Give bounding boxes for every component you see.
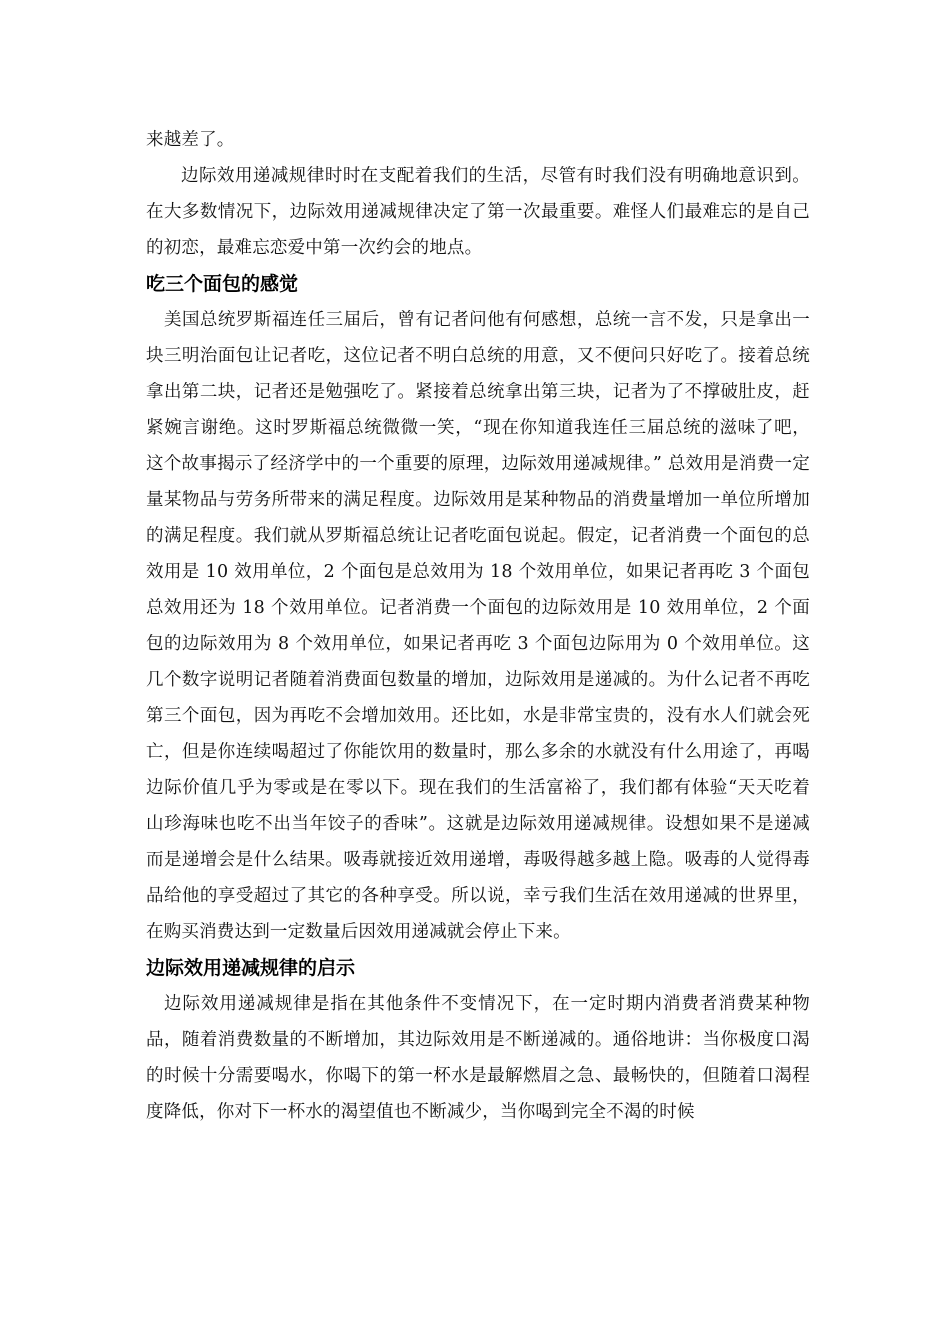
document-body [146, 122, 810, 1130]
section-heading-three-breads: 吃三个面包的感觉 [146, 273, 299, 295]
paragraph-law-definition: 边际效用递减规律是指在其他条件不变情况下，在一定时期内消费者消费某种物品，随着消费数量的不断增加，其边际效用是不断递减的。通俗地讲：当你极度口渴的时候十分需要喝水，你喝下的第一杯水是最解燃眉之急、最畅快的，但随着口渴程度降低，你对下一杯水的渴望值也不断减少，当你喝到完全不渴的时候 [146, 994, 810, 1122]
paragraph-roosevelt-story: 美国总统罗斯福连任三届后，曾有记者问他有何感想，总统一言不发，只是拿出一块三明治面包让记者吃，这位记者不明白总统的用意，又不便问只好吃了。接着总统拿出第二块，记者还是勉强吃了。紧接着总统拿出第三块，记者为了不撑破肚皮，赶紧婉言谢绝。这时罗斯福总统微微一笑，“现在你知道我连任三届总统的滋味了吧，这个故事揭示了经济学中的一个重要的原理，边际效用递减规律。” 总效用是消费一定量某物品与劳务所带来的满足程度。边际效用是某种物品的消费量增加一单位所增加的满足程度。我们就从罗斯福总统让记者吃面包说起。假定，记者消费一个面包的总效用是 10 效用单位，2 个面包是总效用为 18 个效用单位，如果记者再吃 3 个面包总效用还为 18 个效用单位。记者消费一个面包的边际效用是 10 效用单位，2 个面包的边际效用为 8 个效用单位，如果记者再吃 3 个面包边际用为 0 个效用单位。这几个数字说明记者随着消费面包数量的增加，边际效用是递减的。为什么记者不再吃第三个面包，因为再吃不会增加效用。还比如，水是非常宝贵的，没有水人们就会死亡，但是你连续喝超过了你能饮用的数量时，那么多余的水就没有什么用途了，再喝边际价值几乎为零或是在零以下。现在我们的生活富裕了，我们都有体验“天天吃着山珍海味也吃不出当年饺子的香味”。这就是边际效用递减规律。设想如果不是递减而是递增会是什么结果。吸毒就接近效用递增，毒吸得越多越上隐。吸毒的人觉得毒品给他的享受超过了其它的各种享受。所以说，幸亏我们生活在效用递减的世界里，在购买消费达到一定数量后因效用递减就会停止下来。 [146, 310, 810, 942]
paragraph-marginal-utility-life: 边际效用递减规律时时在支配着我们的生活，尽管有时我们没有明确地意识到。在大多数情况下，边际效用递减规律决定了第一次最重要。难怪人们最难忘的是自己的初恋，最难忘恋爱中第一次约会的地点。 [146, 166, 810, 258]
section-heading-enlightenment: 边际效用递减规律的启示 [146, 957, 356, 979]
paragraph-continuation: 来越差了。 [146, 130, 235, 150]
